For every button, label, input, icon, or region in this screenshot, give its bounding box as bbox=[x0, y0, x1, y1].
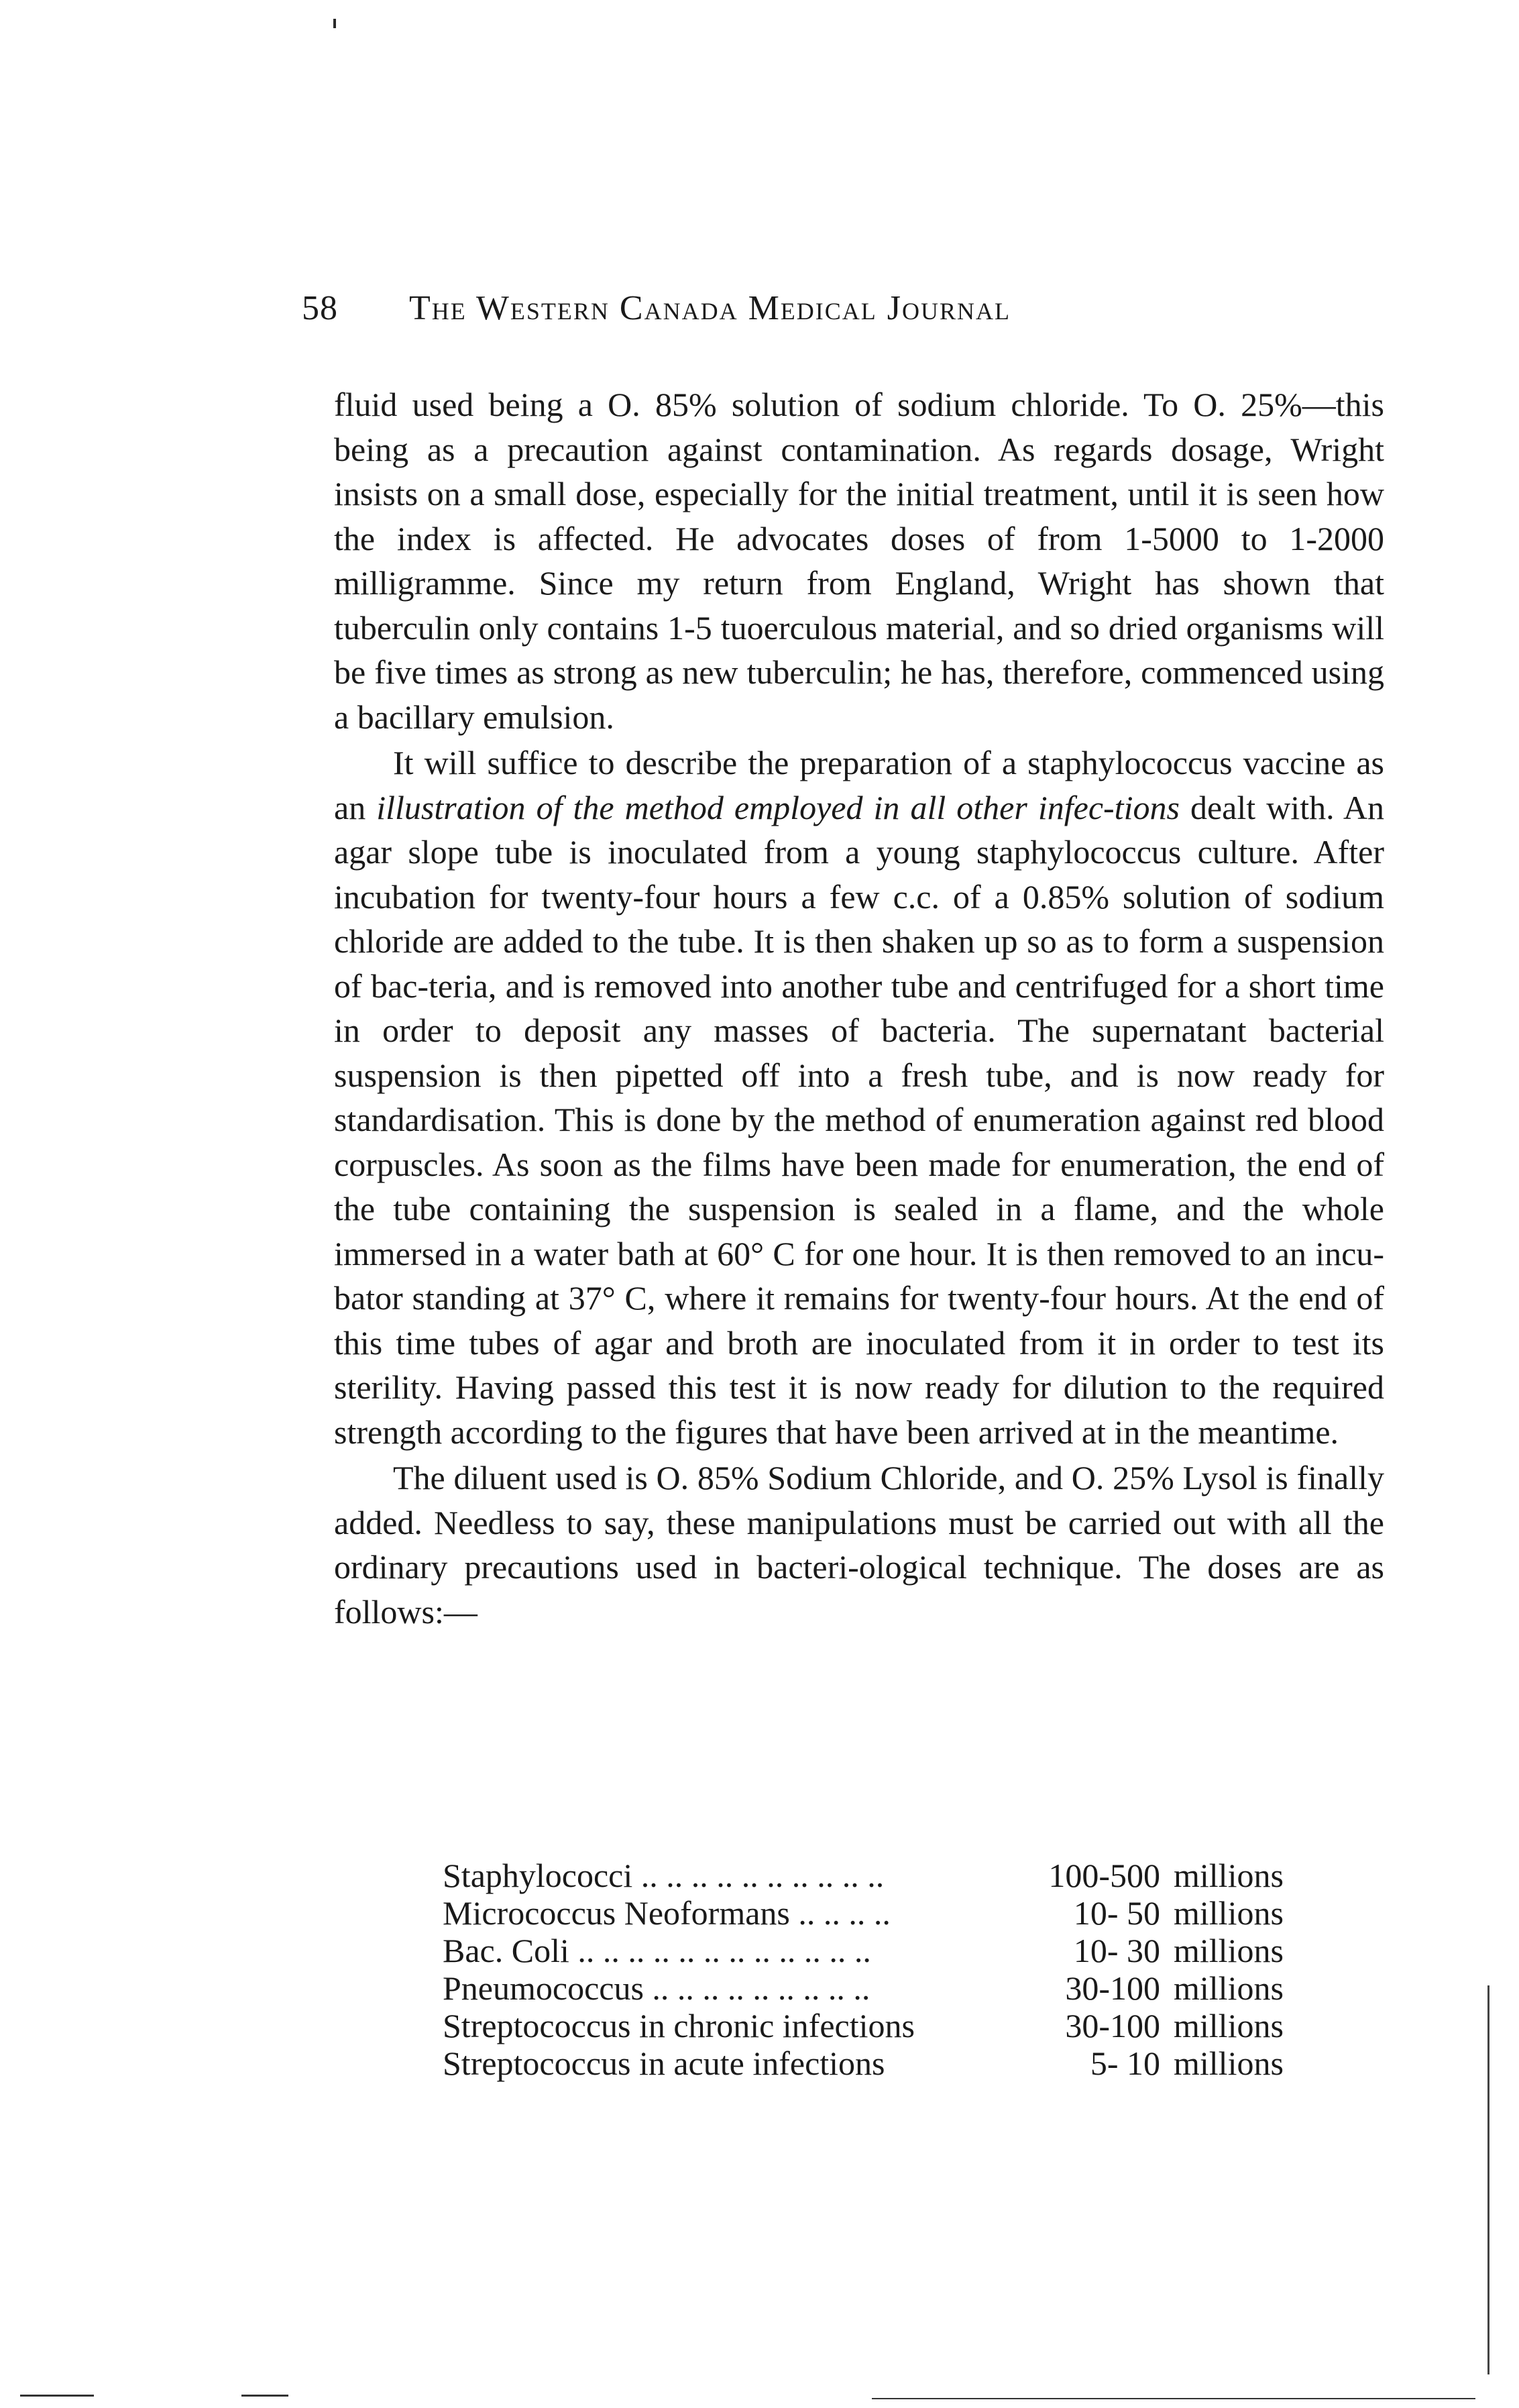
dose-row bbox=[443, 1932, 1301, 1969]
scan-edge-mark bbox=[20, 2395, 94, 2397]
dose-organism: Streptococcus in chronic infections bbox=[443, 2007, 915, 2044]
dose-amount: 30-100 bbox=[1065, 1969, 1160, 2007]
dose-unit: millions bbox=[1174, 2007, 1284, 2044]
journal-title: The Western Canada Medical Journal bbox=[409, 289, 1011, 327]
scan-edge-mark bbox=[872, 2398, 1475, 2399]
paragraph-p2 bbox=[334, 741, 1384, 1454]
article-body bbox=[334, 382, 1384, 1634]
dose-unit: millions bbox=[1174, 1932, 1284, 1969]
dose-organism: Pneumococcus .. .. .. .. .. .. .. .. .. bbox=[443, 1969, 870, 2007]
dose-organism: Streptococcus in acute infections bbox=[443, 2044, 885, 2082]
dose-unit: millions bbox=[1174, 1894, 1284, 1932]
running-header bbox=[302, 288, 1254, 328]
scan-speck bbox=[333, 19, 336, 28]
dose-amount: 5- 10 bbox=[1090, 2044, 1160, 2082]
dose-organism: Micrococcus Neoformans .. .. .. .. bbox=[443, 1894, 891, 1932]
dose-amount: 10- 50 bbox=[1073, 1894, 1160, 1932]
dose-row bbox=[443, 1894, 1301, 1932]
dose-organism: Bac. Coli .. .. .. .. .. .. .. .. .. .. .. .. bbox=[443, 1932, 871, 1969]
dose-unit: millions bbox=[1174, 1857, 1284, 1894]
page-number: 58 bbox=[302, 289, 338, 327]
paragraph-text: dealt with. An agar slope tube is inoculated from a young staphylococcus culture. After incubation for twenty-four hours a few c.c. of a 0.85% solution of sodium chloride are added to the tube. It is then shaken up so as to form a suspension of bac-teria, and is removed into another tube and centrifuged for a short time in order to deposit any masses of bacteria. The supernatant bacterial suspension is then pipetted off into a fresh tube, and is now ready for standardisation. This is done by the method of enumeration against red blood corpuscles. As soon as the films have been made for enumeration, the end of the tube containing the suspension is sealed in a flame, and the whole immersed in a water bath at 60° C for one hour. It is then removed to an incu-bator standing at 37° C, where it remains for twenty-four hours. At the end of this time tubes of agar and broth are inoculated from it in order to test its sterility. Having passed this test it is now ready for dilution to the required strength according to the figures that have been arrived at in the meantime. bbox=[334, 788, 1384, 1451]
paragraph-text: fluid used being a O. 85% solution of sodium chloride. To O. 25%—this being as a precaution against contamination. As regards dosage, Wright insists on a small dose, especially for the initial treatment, until it is seen how the index is affected. He advocates doses of from 1-5000 to 1-2000 milligramme. Since my return from England, Wright has shown that tuberculin only contains 1-5 tuoerculous material, and so dried organisms will be five times as strong as new tuberculin; he has, therefore, commenced using a bacillary emulsion. bbox=[334, 386, 1384, 736]
dose-amount: 10- 30 bbox=[1073, 1932, 1160, 1969]
dose-unit: millions bbox=[1174, 1969, 1284, 2007]
paragraph-text: The diluent used is O. 85% Sodium Chloride, and O. 25% Lysol is finally added. Needless to say, these manipulations must be carried out with all the ordinary precautions used in bacteri-ological technique. The doses are as follows:— bbox=[334, 1459, 1384, 1631]
dose-row bbox=[443, 1969, 1301, 2007]
paragraph-text: illustration of the method employed in all other infec-tions bbox=[376, 788, 1180, 826]
paragraph-p1 bbox=[334, 382, 1384, 739]
paragraph-p3 bbox=[334, 1456, 1384, 1634]
dose-row bbox=[443, 2044, 1301, 2082]
dose-unit: millions bbox=[1174, 2044, 1284, 2082]
scan-speck bbox=[1487, 1985, 1489, 2374]
dose-table bbox=[443, 1857, 1301, 2082]
dose-amount: 30-100 bbox=[1065, 2007, 1160, 2044]
dose-amount: 100-500 bbox=[1048, 1857, 1160, 1894]
paragraph-text: It will suffice to describe the preparation of a staphylococcus vaccine as an bbox=[334, 744, 1384, 826]
dose-row bbox=[443, 1857, 1301, 1894]
dose-row bbox=[443, 2007, 1301, 2044]
scan-edge-mark bbox=[241, 2395, 288, 2397]
dose-organism: Staphylococci .. .. .. .. .. .. .. .. .. .. bbox=[443, 1857, 885, 1894]
